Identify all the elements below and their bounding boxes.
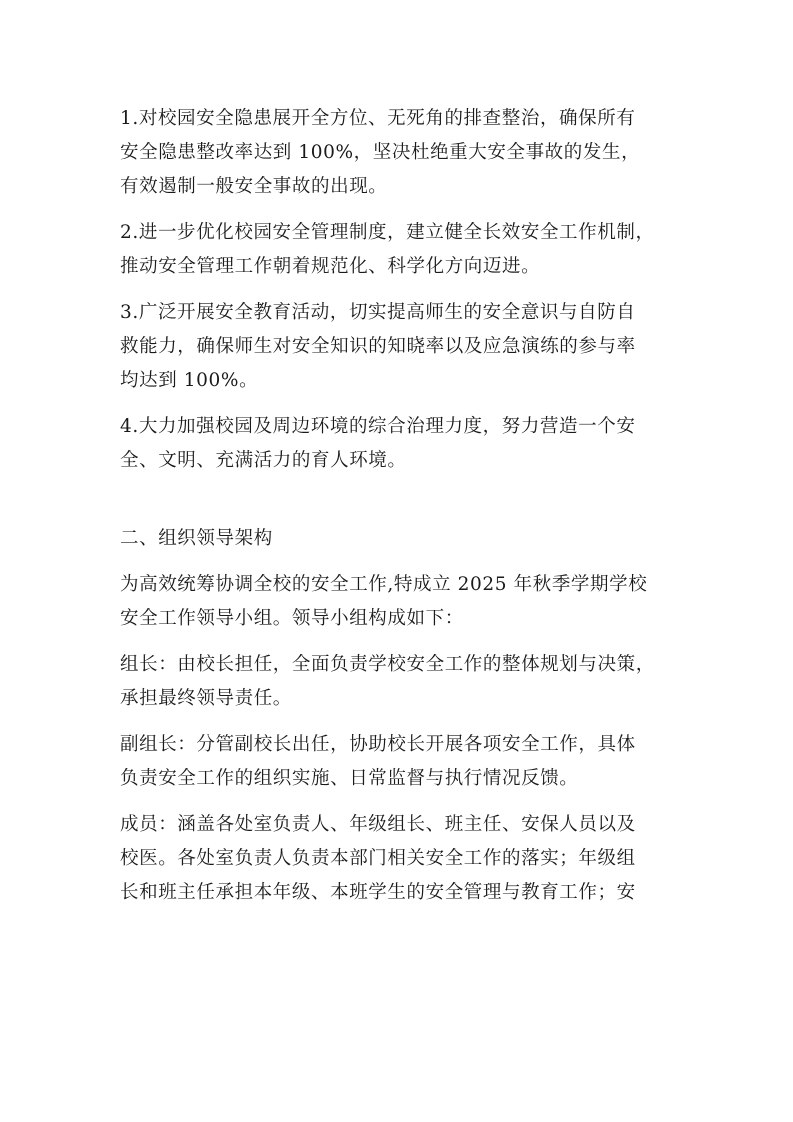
- text-line: 2.进一步优化校园安全管理制度，建立健全长效安全工作机制，: [120, 222, 655, 243]
- text-line: 校医。各处室负责人负责本部门相关安全工作的落实；年级组: [120, 848, 636, 869]
- deputy-leader-paragraph: [120, 728, 670, 796]
- text-line: 承担最终领导责任。: [120, 688, 292, 709]
- section-heading: 二、组织领导架构: [120, 528, 273, 549]
- text-line: 推动安全管理工作朝着规范化、科学化方向迈进。: [120, 256, 541, 277]
- leader-paragraph: [120, 648, 670, 716]
- text-line: 有效遏制一般安全事故的出现。: [120, 176, 388, 197]
- document-body: [120, 102, 670, 922]
- goal-item-3: [120, 296, 670, 398]
- goal-item-4: [120, 410, 670, 478]
- section-spacer: [120, 490, 670, 522]
- text-line: 4.大力加强校园及周边环境的综合治理力度，努力营造一个安: [120, 416, 636, 437]
- text-line: 组长：由校长担任，全面负责学校安全工作的整体规划与决策，: [120, 654, 655, 675]
- goal-item-2: [120, 216, 670, 284]
- text-line: 救能力，确保师生对安全知识的知晓率以及应急演练的参与率: [120, 336, 636, 357]
- text-line: 全、文明、充满活力的育人环境。: [120, 450, 407, 471]
- text-line: 安全隐患整改率达到 100%，坚决杜绝重大安全事故的发生，: [120, 142, 641, 163]
- intro-paragraph: [120, 568, 670, 636]
- members-paragraph: [120, 808, 670, 910]
- goal-item-1: [120, 102, 670, 204]
- text-line: 安全工作领导小组。领导小组构成如下：: [120, 608, 464, 629]
- text-line: 副组长：分管副校长出任，协助校长开展各项安全工作，具体: [120, 734, 636, 755]
- text-line: 3.广泛开展安全教育活动，切实提高师生的安全意识与自防自: [120, 302, 636, 323]
- text-line: 1.对校园安全隐患展开全方位、无死角的排查整治，确保所有: [120, 108, 636, 129]
- text-line: 成员：涵盖各处室负责人、年级组长、班主任、安保人员以及: [120, 814, 636, 835]
- text-line: 均达到 100%。: [120, 370, 259, 391]
- text-line: 长和班主任承担本年级、本班学生的安全管理与教育工作；安: [120, 882, 636, 903]
- text-line: 负责安全工作的组织实施、日常监督与执行情况反馈。: [120, 768, 579, 789]
- text-line: 为高效统筹协调全校的安全工作,特成立 2025 年秋季学期学校: [120, 574, 648, 595]
